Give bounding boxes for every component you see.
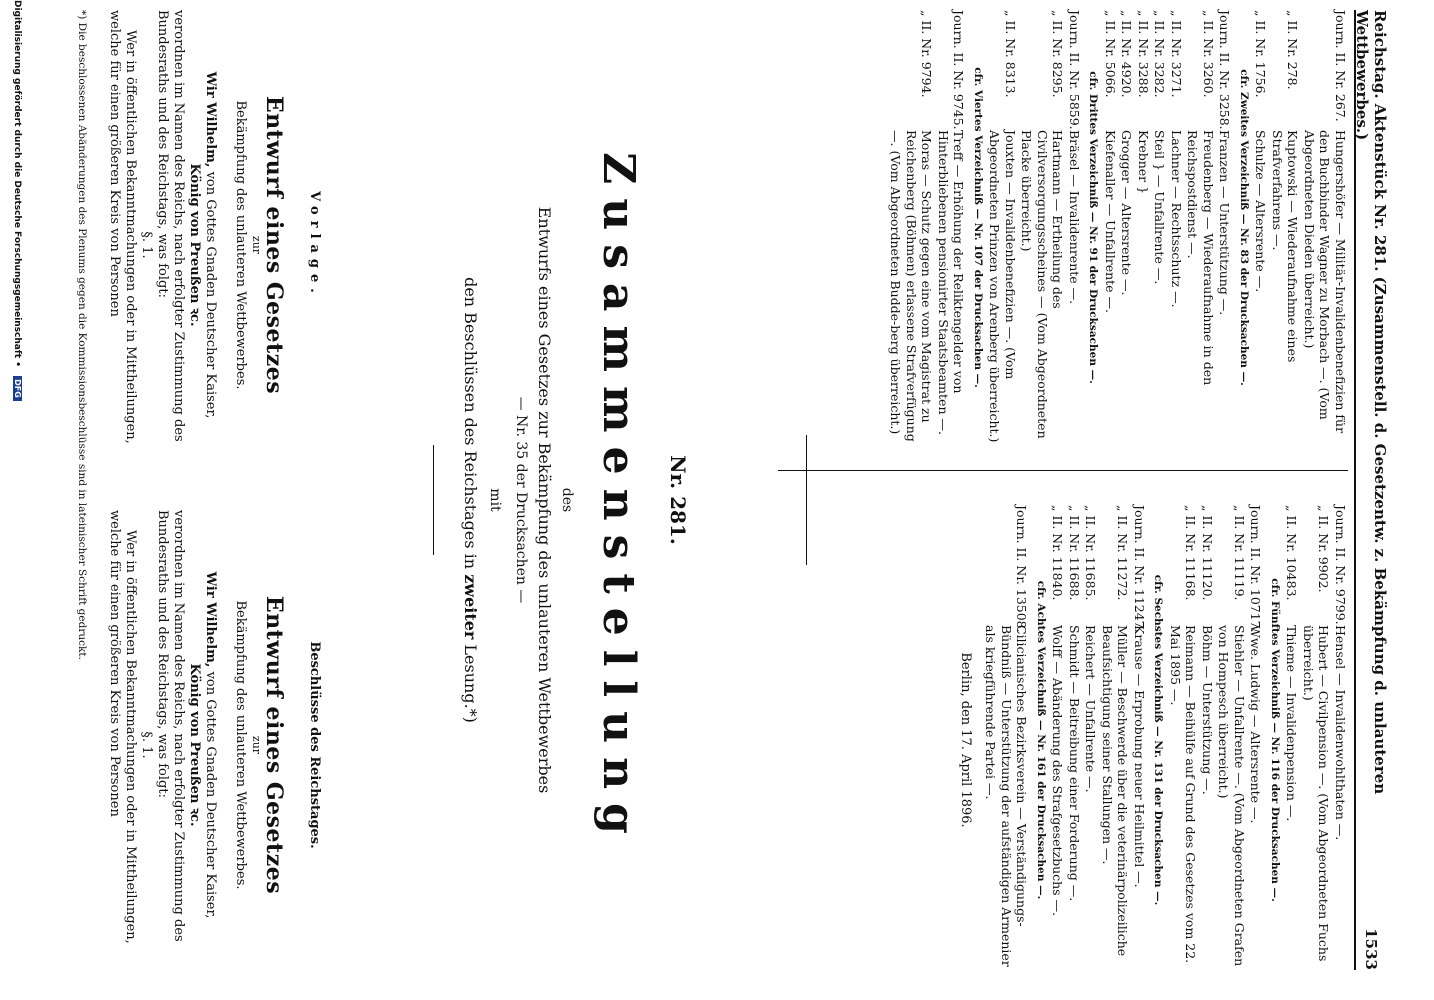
title-line-3-pre: den Beschlüssen des Reichstages in — [461, 277, 480, 570]
des-word: des — [559, 487, 575, 513]
beschluesse-preamble-bold: Wir Wilhelm, — [203, 571, 218, 668]
entry-list — [888, 10, 967, 445]
entry-reference: „ II. Nr. 11685. — [1083, 505, 1099, 601]
title-line-3-bold: zweiter — [461, 574, 480, 640]
list-item — [1200, 505, 1216, 975]
beschluesse-subtitle: Bekämpfung des unlauteren Wettbewerbes. — [233, 600, 248, 890]
list-item — [1284, 505, 1300, 975]
vorlage-text: Wer in öffentlichen Bekanntmachungen oder in Mittheilungen, welche für einen größeren Kreis von Personen — [107, 10, 138, 444]
entry-list — [1253, 10, 1348, 445]
beschluesse-preamble — [202, 510, 218, 980]
entry-reference: „ II. Nr. 11688. — [1067, 505, 1082, 601]
list-item — [1216, 505, 1247, 975]
entry-text: Hartmann — Ertheilung des Civilversorgungsscheines — (Vom Abgeordneten Placke überreicht.) — [1019, 130, 1066, 439]
vorlage-preamble-text: von Gottes Gnaden Deutscher Kaiser, — [203, 171, 218, 419]
entry-text: Stiehler — Unfallrente —. (Vom Abgeordneten Grafen von Hompesch überreicht.) — [1216, 625, 1247, 967]
list-item — [1067, 505, 1083, 975]
entry-text: Wwe. Ludwig — Altersrente —. — [1248, 625, 1264, 824]
vorlage-column — [106, 10, 322, 480]
vorlage-paragraph-number: §. 1. — [139, 231, 154, 259]
entry-text: Reimann — Beihülfe auf Grund des Gesetzes vom 22. Mai 1895 —. — [1168, 625, 1199, 964]
entry-text: Cilicianisches Bezirksverein — Verständigungs-Bündniß — Unterstützung der aufständigen Armenier als kriegführende Partei —. — [983, 625, 1030, 967]
list-item — [1083, 505, 1099, 975]
entry-text: Reichert — Unfallrente —. — [1083, 625, 1099, 793]
entry-list — [1103, 10, 1233, 445]
entry-text: Kiefenaller — Unfallrente —. — [1103, 130, 1118, 314]
page-number: 1533 — [1362, 928, 1380, 970]
entry-text: Franzen — Unterstützung —. — [1217, 130, 1233, 316]
list-item — [1248, 505, 1264, 975]
list-item — [1136, 10, 1152, 445]
list-item — [1169, 10, 1185, 445]
list-item — [1067, 10, 1083, 445]
right-column — [958, 505, 1349, 975]
entry-reference: „ II. Nr. 3260. — [1201, 10, 1216, 98]
entry-reference: Journ. II. Nr. 13508. — [1014, 505, 1030, 633]
document-number: Nr. 281. — [666, 455, 690, 545]
title-line-1: Entwurfs eines Gesetzes zur Bekämpfung des unlauteren Wettbewerbes — [535, 206, 554, 794]
vorlage-subtitle: Bekämpfung des unlauteren Wettbewerbes. — [233, 100, 248, 390]
entry-reference: „ II. Nr. 4920. — [1119, 10, 1135, 98]
entry-reference: „ II. Nr. 1756. — [1253, 10, 1269, 98]
entry-text: Bräsel — Invalidenrente —. — [1067, 130, 1082, 305]
list-item — [1185, 10, 1216, 445]
entry-reference: Journ. II. Nr. 5859. — [1067, 10, 1082, 130]
entry-reference: „ II. Nr. 5066. — [1103, 10, 1118, 98]
entry-text: Böhm — Unterstützung —. — [1200, 625, 1215, 795]
list-item — [987, 10, 1018, 445]
entry-reference: „ II. Nr. 11272. — [1115, 505, 1131, 601]
entry-reference: „ II. Nr. 11840. — [1050, 505, 1066, 601]
header-title: Reichstag. Aktenstück Nr. 281. (Zusammenstell. d. Gesetzentw. z. Bekämpfung d. unlauteren Wettbewerbes.) — [1353, 10, 1389, 795]
list-item — [1302, 10, 1349, 445]
entry-reference: Journ. II. Nr. 9799. — [1333, 505, 1348, 625]
entry-reference: „ II. Nr. 3288. — [1136, 10, 1151, 98]
entry-reference: „ II. Nr. 11119. — [1232, 505, 1247, 601]
section-heading: cfr. Achtes Verzeichniß — Nr. 161 der Drucksachen —. — [1035, 580, 1047, 900]
section-heading: cfr. Fünftes Verzeichniß — Nr. 116 der Drucksachen —. — [1269, 578, 1281, 902]
entry-text: Schmidt — Beitreibung einer Forderung —. — [1067, 625, 1082, 902]
entry-reference: „ II. Nr. 3271. — [1169, 10, 1184, 98]
entry-list — [1168, 505, 1264, 975]
vorlage-body: verordnen im Namen des Reichs, nach erfolgter Zustimmung des Bundesraths und des Reichstags, was folgt: — [155, 10, 186, 442]
list-item — [1119, 10, 1135, 445]
entry-reference: Journ. II. Nr. 11247. — [1132, 505, 1147, 633]
dfg-logo: DFG — [13, 376, 22, 401]
digitization-credit — [12, 0, 22, 1000]
entry-list — [1284, 505, 1348, 975]
beschluesse-heading: Beschlüsse des Reichstages. — [307, 641, 322, 849]
column-divider — [778, 470, 1348, 471]
entry-reference: „ II. Nr. 11168. — [1183, 505, 1199, 601]
beschluesse-preamble-text: von Gottes Gnaden Deutscher Kaiser, — [203, 671, 218, 919]
entry-text: Krebner } — [1136, 130, 1151, 195]
entry-reference: Journ. II. Nr. 267. — [1333, 10, 1348, 122]
list-item — [1301, 505, 1332, 975]
entry-reference: „ II. Nr. 8295. — [1050, 10, 1066, 98]
entry-reference: „ II. Nr. 10483. — [1284, 505, 1300, 601]
title-rule — [806, 435, 807, 565]
entry-reference: „ II. Nr. 8313. — [1003, 10, 1018, 98]
list-item — [1103, 10, 1119, 445]
entry-text: Jouxten — Invalidenbenefizien —. (Vom Abgeordneten Prinzen von Arenberg überreicht.) — [987, 130, 1018, 443]
list-item — [1253, 10, 1269, 445]
list-item — [1132, 505, 1148, 975]
entry-reference: Journ. II. Nr. 3258. — [1217, 10, 1233, 130]
beschluesse-text: Wer in öffentlichen Bekanntmachungen oder in Mittheilungen, welche für einen größeren Kreis von Personen — [107, 510, 138, 944]
page-header — [1353, 10, 1389, 970]
entry-reference: Journ. II. Nr. 9745. — [951, 10, 967, 130]
entry-text: Kuptowski — Wiederaufnahme eines Strafverfahrens —. — [1270, 130, 1301, 363]
entry-text: Thieme — Invalidenpension —. — [1284, 625, 1300, 822]
entry-list — [983, 505, 1030, 975]
entry-reference: „ II. Nr. 3282. — [1152, 10, 1168, 98]
list-item — [983, 505, 1030, 975]
list-item — [1152, 10, 1168, 445]
entry-text: Grogger — Altersrente —. — [1119, 130, 1135, 296]
beschluesse-zur: zur — [250, 735, 263, 755]
entry-reference: „ II. Nr. 278. — [1285, 10, 1301, 90]
section-heading: cfr. Zweites Verzeichniß — Nr. 83 der Drucksachen —. — [1238, 69, 1250, 386]
entry-text: Schulze — Altersrente —. — [1253, 130, 1269, 293]
section-heading: cfr. Sechstes Verzeichniß — Nr. 131 der Drucksachen —. — [1152, 574, 1165, 906]
list-item — [1100, 505, 1131, 975]
title-line-3-post: Lesung.*) — [461, 644, 480, 723]
beschluesse-title: Entwurf eines Gesetzes — [261, 595, 287, 895]
entry-reference: Journ. II. Nr. 10717. — [1248, 505, 1264, 633]
footnote: *) Die beschlossenen Abänderungen des Plenums gegen die Kommissionsbeschlüsse sind in lateinischer Schrift gedruckt. — [76, 10, 88, 660]
vorlage-heading: Vorlage. — [307, 191, 322, 299]
document-title: Zusammenstellung — [593, 152, 644, 848]
digitization-credit-text: Digitalisierung gefördert durch die Deutsche Forschungsgemeinschaft • — [12, 0, 22, 367]
list-item — [936, 10, 967, 445]
section-heading: cfr. Drittes Verzeichniß — Nr. 91 der Drucksachen —. — [1087, 71, 1100, 384]
entry-text: Müller — Beschwerde über die veterinärpolizeiliche Beaufsichtigung seiner Stallungen —. — [1100, 625, 1131, 957]
list-item — [1217, 10, 1233, 445]
entry-text: Krause — Erprobung neuer Heilmittel —. — [1132, 625, 1147, 888]
vorlage-preamble-bold: Wir Wilhelm, — [203, 71, 218, 168]
entry-text: Moras — Schutz gegen eine vom Magistrat zu Reichenberg (Böhmen) erlassene Strafverfügung —. (Vom Abgeordneten Budde-berg überreicht.) — [888, 130, 935, 442]
vorlage-zur: zur — [250, 235, 263, 255]
left-column — [887, 10, 1348, 445]
section-heading: cfr. Viertes Verzeichniß — Nr. 107 der Drucksachen —. — [972, 67, 984, 388]
vorlage-king: König von Preußen ꝛc. — [187, 163, 202, 327]
dateline: Berlin, den 17. April 1896. — [958, 652, 973, 828]
title-line-3 — [461, 0, 480, 1000]
list-item — [1050, 505, 1066, 975]
entry-text: Hubert — Civilpension —. (Vom Abgeordneten Fuchs überreicht.) — [1301, 625, 1332, 962]
vorlage-preamble — [202, 10, 218, 480]
entry-text: Steil } — Unfallrente —. — [1152, 130, 1168, 285]
list-item — [1333, 505, 1349, 975]
list-item — [888, 10, 935, 445]
entry-text: Freudenberg — Wiederaufnahme in den Reichspostdienst —. — [1185, 130, 1216, 386]
entry-text: Hensel — Invalidenwohlthaten —. — [1333, 625, 1348, 841]
entry-list — [987, 10, 1082, 445]
beschluesse-body: verordnen im Namen des Reichs, nach erfolgter Zustimmung des Bundesraths und des Reichstags, was folgt: — [155, 510, 186, 942]
entry-reference: „ II. Nr. 9794. — [919, 10, 935, 98]
entry-text: Treff — Erhöhung der Reliktengelder von Hinterbliebenen pensionirter Staatsbeamten —. — [936, 130, 967, 435]
title-rule-2 — [433, 445, 434, 555]
beschluesse-paragraph-number: §. 1. — [139, 731, 154, 759]
entry-reference: „ II. Nr. 11120. — [1200, 505, 1215, 601]
entry-list — [1050, 505, 1147, 975]
beschluesse-king: König von Preußen ꝛc. — [187, 663, 202, 827]
list-item — [1270, 10, 1301, 445]
entry-text: Hungershöfer — Militär-Invalidenbenefizien für den Buchbinder Wagner zu Morbach —. (Vom Abgeordneten Dieden überreicht.) — [1302, 130, 1348, 434]
title-line-2: — Nr. 35 der Drucksachen — — [513, 396, 529, 604]
beschluesse-column — [106, 510, 322, 980]
entry-reference: „ II. Nr. 9902. — [1316, 505, 1332, 593]
header-rule — [1354, 10, 1356, 970]
entry-text: Wolff — Abänderung des Strafgesetzbuchs —. — [1050, 625, 1066, 917]
entry-text: Lachner — Rechtsschutz —. — [1169, 130, 1184, 308]
vorlage-title: Entwurf eines Gesetzes — [261, 95, 287, 395]
list-item — [1168, 505, 1199, 975]
list-item — [1019, 10, 1066, 445]
mit-word: mit — [487, 488, 503, 512]
